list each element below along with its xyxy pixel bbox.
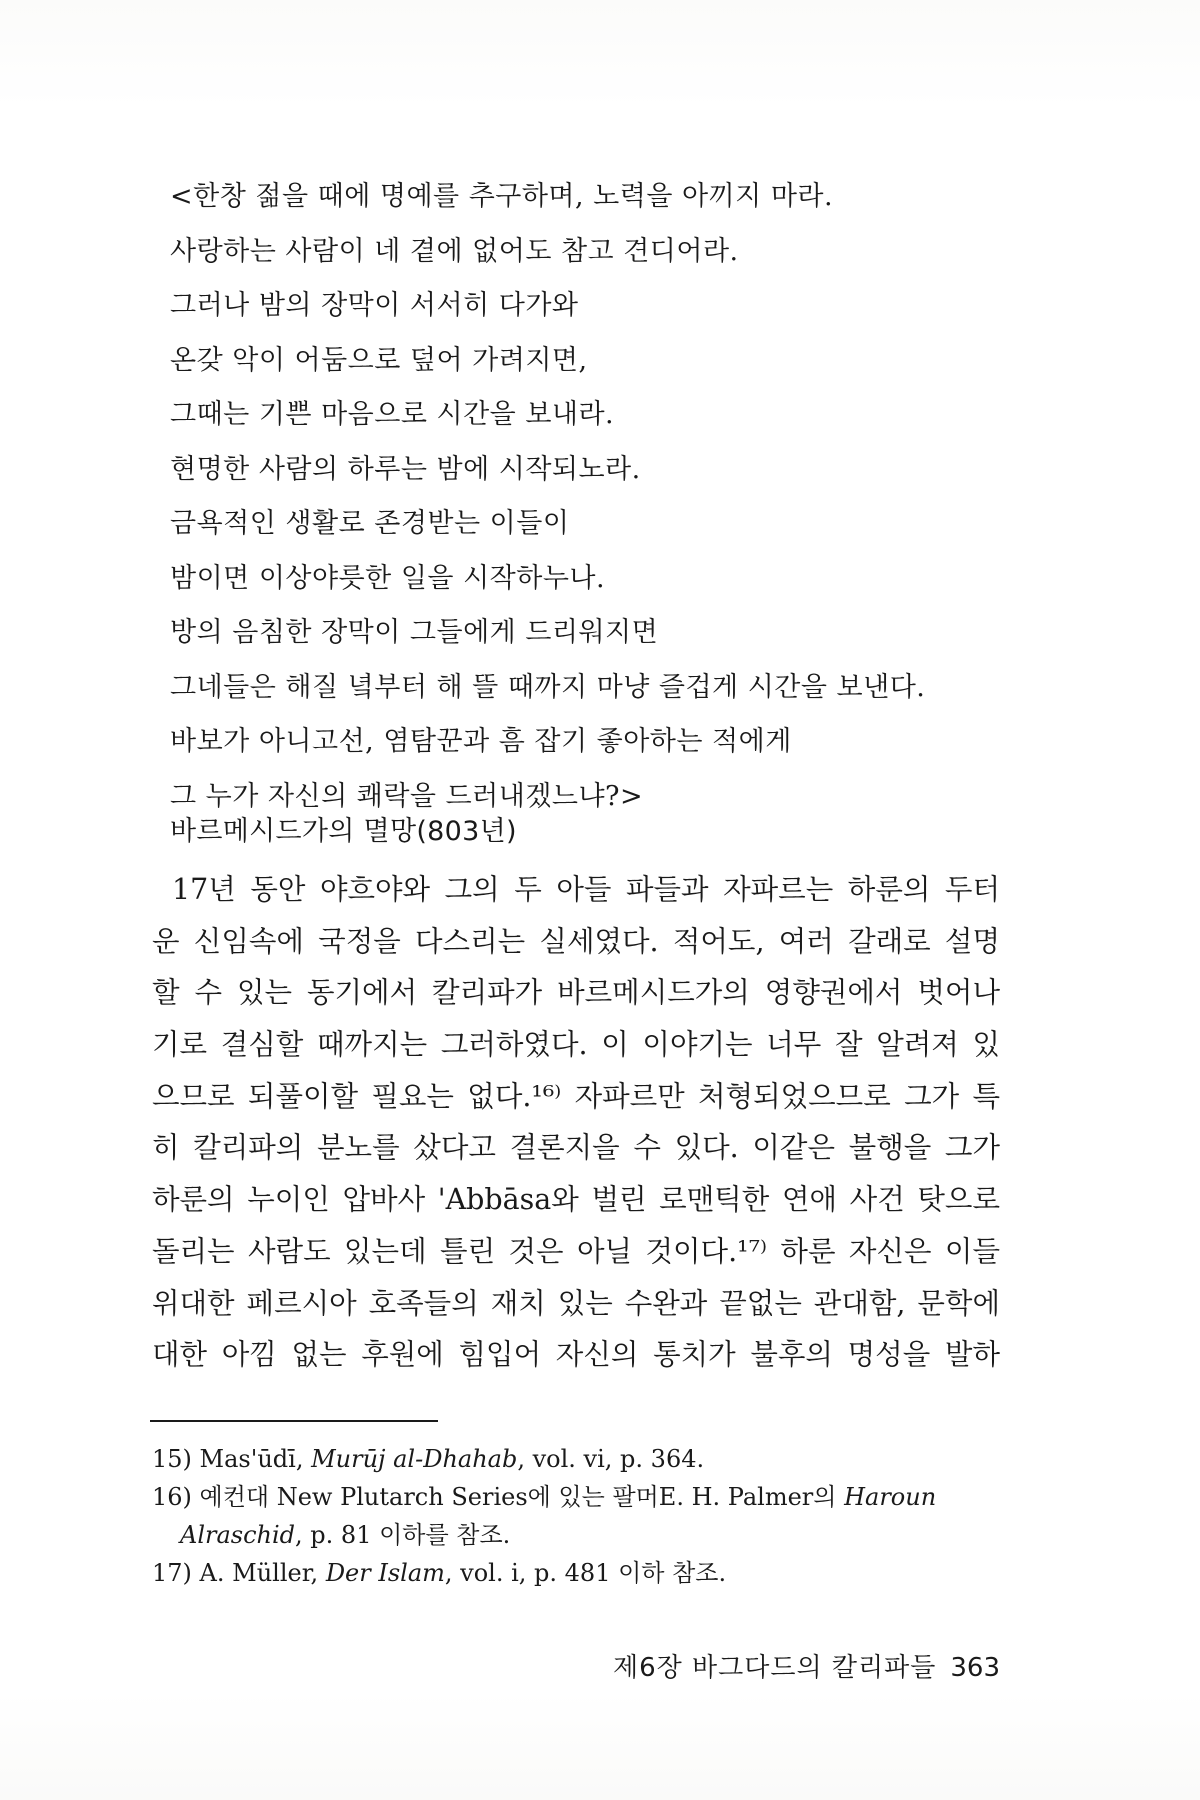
body-line: 히 칼리파의 분노를 샀다고 결론지을 수 있다. 이같은 불행을 그가 xyxy=(152,1131,1000,1165)
footnote-work-title: Der Islam xyxy=(325,1559,445,1587)
footnote-work-title: Haroun xyxy=(844,1483,937,1511)
body-line: 으므로 되풀이할 필요는 없다.¹⁶⁾ 자파르만 처형되었으므로 그가 특 xyxy=(152,1079,1000,1113)
footnote-text: , vol. i, p. 481 이하 참조. xyxy=(444,1559,727,1587)
poem-line: 그 누가 자신의 쾌락을 드러내겠느냐?> xyxy=(170,780,644,812)
body-line: 돌리는 사람도 있는데 틀린 것은 아닐 것이다.¹⁷⁾ 하룬 자신은 이들 xyxy=(152,1234,1000,1268)
footnote-text: , p. 81 이하를 참조. xyxy=(295,1521,511,1549)
body-line: 대한 아낌 없는 후원에 힘입어 자신의 통치가 불후의 명성을 발하 xyxy=(152,1338,1000,1372)
body-line: 할 수 있는 동기에서 칼리파가 바르메시드가의 영향권에서 벗어나 xyxy=(152,976,1000,1010)
footnote-text: , vol. vi, p. 364. xyxy=(517,1445,705,1473)
poem-line: 그때는 기쁜 마음으로 시간을 보내라. xyxy=(170,399,615,430)
poem-line: 그네들은 해질 녘부터 해 뜰 때까지 마냥 즐겁게 시간을 보낸다. xyxy=(170,671,926,703)
footnote-15 xyxy=(152,1440,1012,1478)
footnote-17 xyxy=(152,1554,1012,1592)
poem-line: 사랑하는 사람이 네 곁에 없어도 참고 견디어라. xyxy=(170,235,739,267)
footnote-16-continued xyxy=(152,1516,1012,1554)
poem-line: 금욕적인 생활로 존경받는 이들이 xyxy=(170,508,570,539)
poem-line: <한창 젊을 때에 명예를 추구하며, 노력을 아끼지 마라. xyxy=(170,181,834,212)
poem-line: 방의 음침한 장막이 그들에게 드리워지면 xyxy=(170,617,659,648)
quoted-poem xyxy=(170,170,1070,824)
poem-line: 온갖 악이 어둠으로 덮어 가려지면, xyxy=(170,344,588,376)
footnote-text: 17) A. Müller, xyxy=(152,1559,326,1587)
running-footer xyxy=(600,1648,1000,1688)
body-line: 위대한 페르시아 호족들의 재치 있는 수완과 끝없는 관대함, 문학에 xyxy=(152,1286,1000,1320)
footnote-text: 16) 예컨대 New Plutarch Series에 있는 팔머E. H. Palmer의 xyxy=(152,1483,845,1511)
running-chapter-title: 제6장 바그다드의 칼리파들 xyxy=(613,1653,937,1683)
body-paragraph xyxy=(152,864,1000,1381)
poem-line: 그러나 밤의 장막이 서서히 다가와 xyxy=(170,290,579,321)
section-heading: 바르메시드가의 멸망(803년) xyxy=(170,816,517,847)
body-line: 기로 결심할 때까지는 그러하였다. 이 이야기는 너무 잘 알려져 있 xyxy=(152,1028,1000,1062)
poem-line: 바보가 아니고선, 염탐꾼과 흠 잡기 좋아하는 적에게 xyxy=(170,726,792,757)
footnote-text: 15) Mas'ūdī, xyxy=(152,1445,312,1473)
footnotes xyxy=(152,1440,1012,1592)
footnote-work-title: Alraschid xyxy=(180,1521,296,1549)
footnote-divider xyxy=(150,1420,438,1422)
poem-line: 밤이면 이상야릇한 일을 시작하누나. xyxy=(170,562,606,594)
poem-line: 현명한 사람의 하루는 밤에 시작되노라. xyxy=(170,453,641,485)
page-number: 363 xyxy=(950,1653,1000,1683)
footnote-work-title: Murūj al-Dhahab xyxy=(311,1445,518,1473)
body-line: 하룬의 누이인 압바사 'Abbāsa와 벌린 로맨틱한 연애 사건 탓으로 xyxy=(152,1183,1000,1217)
body-line: 17년 동안 야흐야와 그의 두 아들 파들과 자파르는 하룬의 두터 xyxy=(172,873,1000,906)
body-line: 운 신임속에 국정을 다스리는 실세였다. 적어도, 여러 갈래로 설명 xyxy=(152,924,1000,958)
footnote-16 xyxy=(152,1478,1012,1516)
